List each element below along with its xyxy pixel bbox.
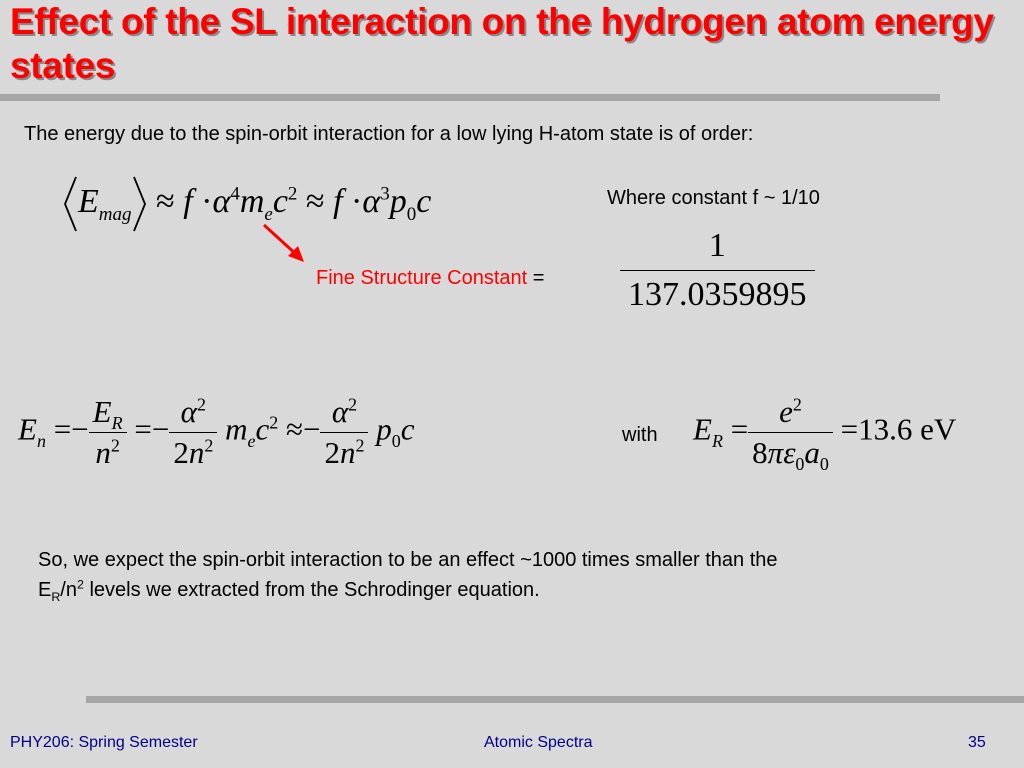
- conclusion-er-symbol: E: [38, 579, 52, 601]
- slide-title: Effect of the SL interaction on the hydrogen atom energy states: [10, 1, 994, 86]
- alpha-numerator: 1: [620, 226, 815, 271]
- alpha-denominator: 137.0359895: [628, 276, 807, 313]
- alpha-fraction: [620, 226, 815, 315]
- fine-structure-equals: =: [532, 267, 545, 289]
- intro-text: The energy due to the spin-orbit interaction for a low lying H-atom state is of order:: [24, 123, 754, 145]
- title-divider: [0, 94, 940, 101]
- footer-topic: Atomic Spectra: [484, 734, 593, 751]
- energy-level-equation: $E_n$ =− $\frac{E_R}{n^2}$ =− $\frac{\alpha^2}{2n^2}$ $m_ec^2$ ≈− $\frac{\alpha^2}{2n^2}$ $p_0c$: [18, 394, 415, 470]
- page-number: 35: [968, 734, 986, 751]
- conclusion-rest: levels we extracted from the Schrodinger equation.: [83, 579, 540, 601]
- conclusion-er-subscript: R: [51, 590, 61, 604]
- fine-structure-label: Fine Structure Constant: [316, 267, 528, 289]
- conclusion-line-1: So, we expect the spin-orbit interaction to be an effect ~1000 times smaller than the: [38, 549, 778, 571]
- pointer-arrow: [260, 222, 310, 268]
- conclusion-line-2: [38, 578, 540, 602]
- footer-course: PHY206: Spring Semester: [10, 734, 198, 751]
- angle-bracket-left: [62, 175, 78, 233]
- angle-bracket-right: [132, 175, 148, 233]
- er-value: 13.6 eV: [858, 411, 957, 447]
- where-constant-text: Where constant f ~ 1/10: [607, 187, 820, 209]
- emag-equation: $E_{mag} \approx f \cdot\alpha^4m_ec^2 \approx f \cdot\alpha^3p_0c$: [62, 172, 431, 233]
- footer-divider: [86, 696, 1024, 703]
- fine-structure-label-row: [316, 266, 544, 290]
- rydberg-equation: $E_R$ = $\frac{e^2}{8\pi\varepsilon_0a_0}$ =13.6 eV: [693, 394, 957, 475]
- conclusion-n-exponent: 2: [76, 577, 84, 592]
- with-label: with: [622, 424, 658, 446]
- conclusion-n-symbol: /n: [60, 579, 77, 601]
